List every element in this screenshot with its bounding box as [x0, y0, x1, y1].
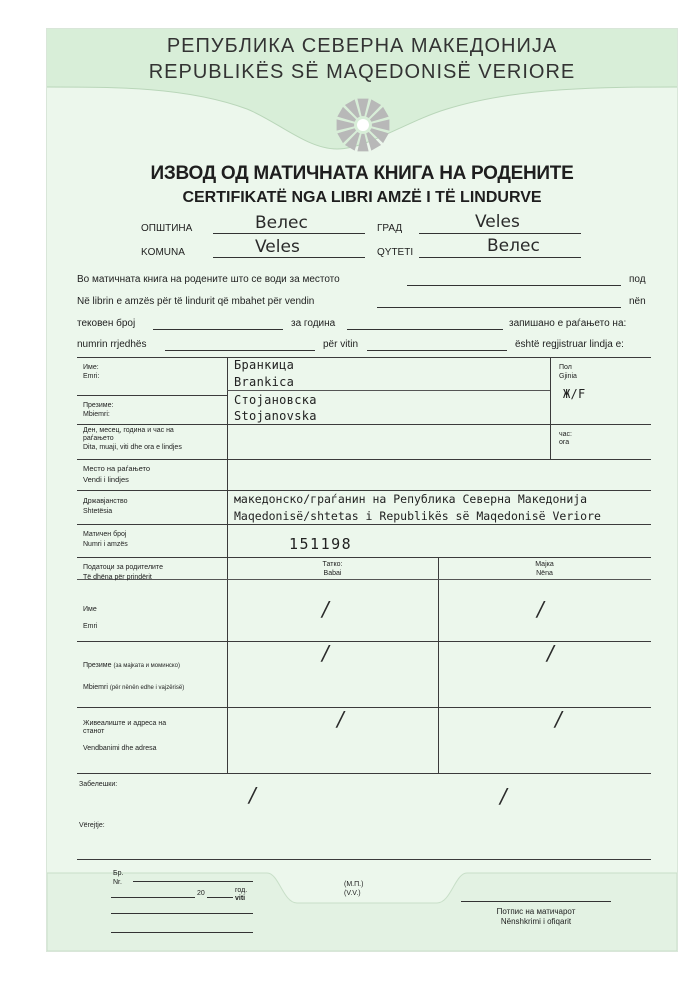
adresa-label-mk-1: Живеалиште и адреса на: [83, 720, 167, 727]
register-tekoven: тековен број: [77, 318, 136, 329]
opstina-label: ОПШТИНА: [141, 223, 193, 234]
emb-label-mk: Матичен број: [83, 531, 127, 538]
qyteti-line: [419, 257, 581, 258]
pol-value: Ж/F: [563, 387, 586, 401]
row-divider-datum: [77, 459, 651, 460]
emblem-ray: [357, 99, 368, 117]
pol-label-mk: Пол: [559, 364, 572, 371]
notes-value-2: /: [500, 784, 507, 808]
mother-label-mk: Мајка: [535, 561, 554, 568]
mother-prezime-value: /: [547, 641, 554, 665]
komuna-line: [213, 257, 365, 258]
register-za-godina: за година: [291, 318, 336, 329]
register-line-al: Në librin e amzës për të lindurit që mbahet për vendin: [77, 296, 315, 307]
emb-label-al: Numri i amzës: [83, 541, 128, 548]
prezime-value-al: Stojanovska: [234, 409, 317, 423]
father-label-mk: Татко:: [322, 561, 343, 568]
footer-god: год.: [235, 887, 248, 894]
row-divider-emb: [77, 557, 651, 558]
prezime-label-mk: Презиме:: [83, 402, 114, 409]
emblem-icon: [331, 93, 395, 157]
footer-nr: Nr.: [113, 879, 122, 886]
komuna-label: KOMUNA: [141, 247, 185, 258]
row-divider-parent-ime: [77, 641, 651, 642]
footer-nr-line: [133, 881, 253, 882]
register-godina-line: [347, 329, 503, 330]
mother-ime-value: /: [537, 597, 544, 621]
footer-vv: (V.V.): [344, 890, 361, 897]
grad-label: ГРАД: [377, 223, 403, 234]
footer-date-line: [111, 897, 195, 898]
parents-divider: [438, 557, 439, 773]
signature-line: [461, 901, 611, 902]
parents-header-al: Të dhëna për prindërit: [83, 574, 152, 581]
datum-label-al: Dita, muaji, viti dhe ora e lindjes: [83, 444, 182, 451]
ime-label-mk: Име:: [83, 364, 99, 371]
ime-label-al: Emri:: [83, 373, 100, 380]
cas-label-al: ora: [559, 439, 570, 446]
grad-value: Veles: [475, 212, 520, 232]
row-divider-parent-prezime: [77, 707, 651, 708]
footer-viti: viti: [235, 895, 246, 902]
register-per-vitin: për vitin: [323, 339, 359, 350]
parent-prezime-label-al: [83, 684, 184, 692]
parent-ime-label-al: Emri: [83, 623, 98, 630]
parent-prezime-al: Mbiemri: [83, 684, 108, 691]
parent-prezime-al-note: (për nënën edhe i vajzërisë): [109, 685, 185, 691]
register-line-al-underline: [377, 307, 621, 308]
register-numrin-line: [165, 350, 315, 351]
drz-value-mk: македонско/граѓанин на Република Северна Македонија: [234, 492, 588, 506]
register-vitin-line: [367, 350, 507, 351]
row-divider-prezime: [77, 424, 651, 425]
document-title-al: CERTIFIKATË NGA LIBRI AMZË I TË LINDURVE: [182, 189, 542, 206]
emblem-ray: [337, 119, 355, 130]
cas-label-mk: час:: [559, 431, 572, 438]
footer-year-line: [207, 897, 233, 898]
footer-band: [47, 863, 677, 951]
komuna-value: Veles: [255, 237, 300, 257]
notes-value-1: /: [249, 783, 256, 807]
datum-label-mk-1: Ден, месец, година и час на: [83, 427, 174, 434]
ime-value-al: Brankica: [234, 375, 295, 389]
register-numrin: numrin rrjedhës: [77, 339, 147, 350]
qyteti-value: Велес: [487, 236, 540, 256]
row-divider-drz: [77, 524, 651, 525]
datum-label-mk-2: раѓањето: [83, 435, 114, 442]
emb-value: 151198: [289, 535, 353, 553]
header-title-al: REPUBLIKËS SË MAQEDONISË VERIORE: [148, 61, 576, 83]
signature-label-mk: Потпис на матичарот: [496, 907, 576, 916]
parent-prezime-mk-note: (за мајката и моминско): [113, 663, 180, 669]
row-divider-parents-header: [77, 579, 651, 580]
prezime-label-al: Mbiemri:: [83, 411, 110, 418]
emblem-ray: [372, 119, 390, 130]
drz-label-al: Shtetësia: [83, 508, 113, 515]
mother-adresa-value: /: [555, 707, 562, 731]
register-line-al-end: nën: [629, 296, 646, 307]
parent-ime-label-mk: Име: [83, 606, 97, 613]
footer-extra-line-1: [111, 913, 253, 914]
mesto-label-mk: Место на раѓањето: [83, 464, 151, 473]
register-line-mk-end: под: [629, 274, 646, 285]
document-title-mk: ИЗВОД ОД МАТИЧНАТА КНИГА НА РОДЕНИТЕ: [150, 163, 574, 184]
notes-label-al: Vërejtje:: [79, 822, 105, 829]
register-line-mk: Во матичната книга на родените што се води за местото: [77, 274, 340, 285]
footer-extra-line-2: [111, 932, 253, 933]
drz-label-mk: Државјанство: [83, 498, 128, 505]
header-title-mk: РЕПУБЛИКА СЕВЕРНА МАКЕДОНИЈА: [166, 35, 558, 57]
footer-br: Бр.: [113, 870, 124, 877]
footer-year-prefix: 20: [197, 890, 205, 897]
opstina-line: [213, 233, 365, 234]
grad-line: [419, 233, 581, 234]
mother-label-al: Nëna: [536, 570, 553, 577]
drz-value-al: Maqedonisë/shtetas i Republikës së Maqedonisë Veriore: [234, 509, 601, 523]
table-top-border: [77, 357, 651, 358]
father-label-al: Babai: [323, 570, 342, 577]
parents-header-mk: Податоци за родителите: [83, 564, 163, 571]
table-sex-divider: [550, 357, 551, 459]
emblem-ray: [357, 134, 368, 152]
row-divider-ime-value: [227, 390, 550, 391]
parent-prezime-mk: Презиме: [83, 662, 112, 669]
notes-label-mk: Забелешки:: [79, 781, 118, 788]
father-adresa-value: /: [337, 707, 344, 731]
prezime-value-mk: Стојановска: [234, 393, 317, 407]
adresa-label-al: Vendbanimi dhe adresa: [83, 745, 157, 752]
certificate-sheet: [46, 28, 678, 952]
adresa-label-mk-2: станот: [83, 728, 105, 735]
mesto-label-al: Vendi i lindjes: [83, 475, 129, 484]
father-ime-value: /: [322, 597, 329, 621]
notes-bottom-border: [77, 859, 651, 860]
register-zapisano: запишано е раѓањето на:: [509, 318, 627, 329]
parent-prezime-label-mk: [83, 662, 180, 670]
opstina-value: Велес: [255, 213, 308, 233]
row-divider-parent-adresa: [77, 773, 651, 774]
register-tekoven-line: [153, 329, 283, 330]
row-divider-ime: [77, 395, 227, 396]
row-divider-mesto: [77, 490, 651, 491]
ime-value-mk: Бранкица: [234, 358, 295, 372]
register-line-mk-underline: [407, 285, 621, 286]
father-prezime-value: /: [322, 641, 329, 665]
register-eshte: është regjistruar lindja e:: [515, 339, 624, 350]
qyteti-label: QYTETI: [377, 247, 414, 258]
signature-label-al: Nënshkrimi i ofiqarit: [500, 917, 572, 926]
pol-label-al: Gjinia: [559, 373, 577, 380]
footer-mp: (М.П.): [344, 881, 364, 888]
